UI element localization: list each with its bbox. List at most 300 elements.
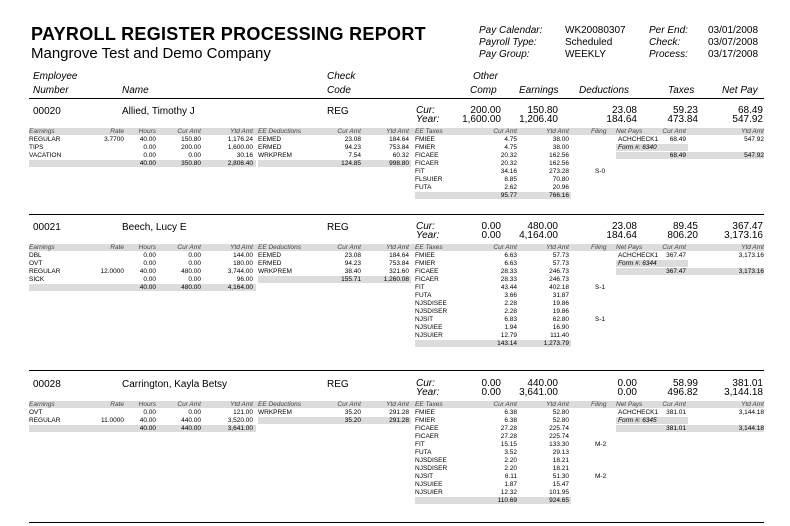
tax-name: FICAER: [415, 160, 439, 167]
check-code: REG: [327, 379, 349, 390]
year-label: Year:: [416, 230, 440, 241]
tax-cur: 8.85: [504, 176, 517, 183]
tax-ytd: 38.00: [552, 136, 569, 143]
year-earnings: 3,641.00: [519, 387, 558, 398]
sub-header-ee_deductions: EE Deductions: [258, 401, 301, 408]
sub-header-filing: Filing: [591, 401, 607, 408]
pay-group-value: WEEKLY: [565, 49, 606, 60]
company-name: Mangrove Test and Demo Company: [31, 45, 271, 62]
col-check: Check: [327, 71, 356, 82]
netpay-total-cur: 381.01: [666, 425, 686, 432]
netpay-name: ACHCHECK1: [618, 409, 659, 416]
employee-name: Carrington, Kayla Betsy: [122, 379, 228, 390]
tax-ytd: 38.00: [552, 144, 569, 151]
tax-ytd: 402.18: [549, 284, 569, 291]
tax-cur: 2.20: [504, 457, 517, 464]
col-earnings: Earnings: [519, 85, 559, 96]
year-deductions: 184.64: [606, 114, 637, 125]
tax-name: FICAER: [415, 276, 439, 283]
sub-header-cur_amt: Cur Amt: [337, 128, 361, 135]
earning-ytd: 144.00: [233, 252, 253, 259]
tax-ytd: 70.80: [552, 176, 569, 183]
earning-hours: 0.00: [143, 260, 156, 267]
earning-hours: 40.00: [139, 417, 156, 424]
sub-header-rate: Rate: [110, 244, 124, 251]
sub-header-earnings: Earnings: [29, 244, 55, 251]
employee-separator: [29, 214, 764, 215]
tax-ytd: 133.30: [549, 441, 569, 448]
tax-cur: 12.79: [500, 332, 517, 339]
tax-name: FIT: [415, 284, 425, 291]
deduction-cur: 23.08: [344, 252, 361, 259]
tax-name: FUTA: [415, 449, 432, 456]
tax-name: NJSUIER: [415, 332, 443, 339]
earning-name: DBL: [29, 252, 42, 259]
deduction-name: ERMED: [258, 144, 282, 151]
tax-cur: 3.66: [504, 292, 517, 299]
netpay-cur: 68.49: [669, 136, 686, 143]
tax-ytd: 225.74: [549, 425, 569, 432]
year-earnings: 4,164.00: [519, 230, 558, 241]
netpay-ytd: 3,144.18: [738, 409, 764, 416]
employee-name: Beech, Lucy E: [122, 222, 187, 233]
tax-cur: 6.38: [504, 409, 517, 416]
earning-cur: 200.00: [181, 144, 201, 151]
earning-ytd: 1,600.00: [227, 144, 253, 151]
tax-ytd: 18.21: [552, 465, 569, 472]
tax-ytd: 16.90: [552, 324, 569, 331]
tax-name: FICAER: [415, 433, 439, 440]
col-net-pay: Net Pay: [722, 85, 758, 96]
deduction-ytd: 753.84: [389, 260, 409, 267]
year-other: 0.00: [481, 387, 501, 398]
deduction-name: EEMED: [258, 252, 282, 259]
earning-ytd: 1,176.24: [227, 136, 253, 143]
earning-ytd: 3,744.00: [227, 268, 253, 275]
tax-cur: 2.62: [504, 184, 517, 191]
header-rule: [29, 98, 764, 99]
deduction-cur: 23.08: [344, 136, 361, 143]
tax-name: NJSDISEE: [415, 300, 447, 307]
employee-block: [29, 373, 764, 521]
earnings-total-hours: 40.00: [139, 425, 156, 432]
deduction-ytd: 753.84: [389, 144, 409, 151]
earning-name: OVT: [29, 409, 43, 416]
year-taxes: 473.84: [667, 114, 698, 125]
col-other: Other: [473, 71, 499, 82]
deductions-total-bar: [258, 417, 411, 424]
sub-header-cur_amt: Cur Amt: [177, 401, 201, 408]
process-label: Process:: [649, 49, 688, 60]
sub-header-cur_amt: Cur Amt: [177, 128, 201, 135]
tax-name: FIT: [415, 441, 425, 448]
tax-name: FUTA: [415, 184, 432, 191]
netpay-total-cur: 367.47: [666, 268, 686, 275]
check-value: 03/07/2008: [708, 37, 759, 48]
tax-cur: 6.63: [504, 252, 517, 259]
year-taxes: 496.82: [667, 387, 698, 398]
tax-ytd: 19.86: [552, 300, 569, 307]
col-number: Number: [33, 85, 69, 96]
cur-taxes: 89.45: [672, 221, 698, 232]
tax-name: FMIEE: [415, 409, 435, 416]
tax-ytd: 225.74: [549, 433, 569, 440]
earning-name: REGULAR: [29, 417, 61, 424]
cur-label: Cur:: [416, 221, 435, 232]
deduction-ytd: 60.32: [392, 152, 409, 159]
earning-name: REGULAR: [29, 268, 61, 275]
year-deductions: 184.64: [606, 230, 637, 241]
pay-group-label: Pay Group:: [479, 49, 530, 60]
tax-filing: S-0: [595, 168, 606, 175]
earning-rate: 11.0000: [100, 417, 124, 424]
netpay-total-ytd: 3,144.18: [738, 425, 764, 432]
cur-earnings: 150.80: [527, 105, 558, 116]
sub-header-cur_amt: Cur Amt: [662, 244, 686, 251]
pay-calendar-label: Pay Calendar:: [479, 25, 543, 36]
tax-ytd: 246.73: [549, 268, 569, 275]
sub-header-ytd_amt: Ytd Amt: [546, 244, 569, 251]
tax-ytd: 162.56: [549, 152, 569, 159]
tax-ytd: 18.21: [552, 457, 569, 464]
earning-ytd: 180.00: [233, 260, 253, 267]
deduction-cur: 35.20: [344, 409, 361, 416]
form-number: Form #: 6345: [618, 417, 657, 424]
tax-name: FMIER: [415, 417, 436, 424]
sub-header-ytd_amt: Ytd Amt: [741, 128, 764, 135]
tax-cur: 6.63: [504, 260, 517, 267]
deduction-name: WRKPREM: [258, 152, 292, 159]
tax-name: FLSUIER: [415, 176, 443, 183]
year-deductions: 0.00: [617, 387, 637, 398]
deductions-total-bar: [258, 160, 411, 167]
cur-deductions: 23.08: [611, 221, 637, 232]
check-code: REG: [327, 106, 349, 117]
tax-ytd: 52.80: [552, 409, 569, 416]
pay-type-label: Payroll Type:: [479, 37, 537, 48]
tax-cur: 12.32: [500, 489, 517, 496]
deduction-ytd: 184.64: [389, 136, 409, 143]
earning-cur: 0.00: [188, 260, 201, 267]
sub-header-filing: Filing: [591, 244, 607, 251]
earning-ytd: 96.00: [236, 276, 253, 283]
tax-name: NJSDISEE: [415, 457, 447, 464]
taxes-total-bar: [415, 192, 571, 199]
tax-name: NJSUIEE: [415, 481, 443, 488]
pay-type-value: Scheduled: [565, 37, 613, 48]
year-other: 1,600.00: [462, 114, 501, 125]
sub-header-hours: Hours: [138, 128, 156, 135]
tax-ytd: 20.96: [552, 184, 569, 191]
deductions-total-ytd: 291.28: [389, 417, 409, 424]
tax-ytd: 62.80: [552, 316, 569, 323]
tax-ytd: 162.56: [549, 160, 569, 167]
employee-separator: [29, 370, 764, 371]
netpay-cur: 367.47: [666, 252, 686, 259]
sub-header-ee_deductions: EE Deductions: [258, 128, 301, 135]
tax-ytd: 15.47: [552, 481, 569, 488]
earning-hours: 0.00: [143, 252, 156, 259]
deductions-total-cur: 124.85: [341, 160, 361, 167]
col-name: Name: [122, 85, 149, 96]
sub-header-ytd_amt: Ytd Amt: [546, 401, 569, 408]
cur-label: Cur:: [416, 378, 435, 389]
earning-cur: 440.00: [181, 417, 201, 424]
cur-other: 200.00: [470, 105, 501, 116]
deductions-total-cur: 155.71: [341, 276, 361, 283]
tax-ytd: 51.30: [552, 473, 569, 480]
netpay-name: ACHCHECK1: [618, 252, 659, 259]
employee-number: 00028: [33, 379, 61, 390]
cur-taxes: 58.99: [672, 378, 698, 389]
form-number: Form #: 6340: [618, 144, 657, 151]
earnings-total-ytd: 2,806.40: [227, 160, 253, 167]
tax-cur: 34.16: [500, 168, 517, 175]
sub-header-net_pays: Net Pays: [616, 401, 643, 408]
earning-hours: 0.00: [143, 276, 156, 283]
tax-cur: 20.32: [500, 160, 517, 167]
tax-filing: M-2: [595, 473, 607, 480]
netpay-ytd: 547.92: [744, 136, 764, 143]
year-earnings: 1,206.40: [519, 114, 558, 125]
taxes-total-ytd: 1,273.79: [543, 340, 569, 347]
tax-cur: 3.52: [504, 449, 517, 456]
earning-cur: 0.00: [188, 252, 201, 259]
earning-ytd: 3,520.00: [227, 417, 253, 424]
sub-header-ytd_amt: Ytd Amt: [230, 128, 253, 135]
sub-header-cur_amt: Cur Amt: [337, 244, 361, 251]
deduction-cur: 38.40: [344, 268, 361, 275]
tax-cur: 28.33: [500, 268, 517, 275]
tax-cur: 43.44: [500, 284, 517, 291]
tax-name: FICAEE: [415, 425, 439, 432]
check-code: REG: [327, 222, 349, 233]
cur-net: 68.49: [737, 105, 763, 116]
year-net: 3,144.18: [724, 387, 763, 398]
earning-cur: 0.00: [188, 276, 201, 283]
netpay-total-ytd: 547.92: [744, 152, 764, 159]
sub-header-ytd_amt: Ytd Amt: [230, 401, 253, 408]
tax-ytd: 57.73: [552, 260, 569, 267]
tax-cur: 2.20: [504, 465, 517, 472]
earning-name: SICK: [29, 276, 45, 283]
sub-header-cur_amt: Cur Amt: [662, 401, 686, 408]
tax-name: FUTA: [415, 292, 432, 299]
tax-cur: 2.28: [504, 300, 517, 307]
cur-net: 381.01: [732, 378, 763, 389]
sub-header-ytd_amt: Ytd Amt: [386, 401, 409, 408]
sub-header-cur_amt: Cur Amt: [177, 244, 201, 251]
per-end-value: 03/01/2008: [708, 25, 759, 36]
deductions-total-ytd: 998.80: [389, 160, 409, 167]
per-end-label: Per End:: [649, 25, 688, 36]
tax-cur: 6.83: [504, 316, 517, 323]
detail-header: [29, 244, 764, 251]
netpay-cur: 381.01: [666, 409, 686, 416]
earning-cur: 480.00: [181, 268, 201, 275]
sub-header-ytd_amt: Ytd Amt: [386, 128, 409, 135]
employee-number: 00020: [33, 106, 61, 117]
tax-cur: 2.28: [504, 308, 517, 315]
sub-header-ytd_amt: Ytd Amt: [741, 244, 764, 251]
earning-cur: 0.00: [188, 152, 201, 159]
tax-filing: S-1: [595, 316, 606, 323]
netpay-total-bar: [616, 152, 764, 159]
tax-cur: 20.32: [500, 152, 517, 159]
tax-ytd: 111.40: [550, 332, 569, 339]
tax-cur: 6.11: [504, 473, 517, 480]
tax-name: NJSDISER: [415, 465, 448, 472]
earning-hours: 0.00: [143, 409, 156, 416]
sub-header-ytd_amt: Ytd Amt: [230, 244, 253, 251]
tax-filing: M-2: [595, 441, 607, 448]
tax-filing: S-1: [595, 284, 606, 291]
taxes-total-cur: 110.69: [497, 497, 517, 504]
deduction-cur: 7.54: [348, 152, 361, 159]
sub-header-cur_amt: Cur Amt: [662, 128, 686, 135]
employee-number: 00021: [33, 222, 61, 233]
year-net: 547.92: [732, 114, 763, 125]
deduction-cur: 94.23: [344, 144, 361, 151]
deduction-ytd: 321.60: [389, 268, 409, 275]
cur-label: Cur:: [416, 105, 435, 116]
sub-header-ee_deductions: EE Deductions: [258, 244, 301, 251]
earnings-total-cur: 480.00: [181, 284, 201, 291]
earning-hours: 0.00: [143, 152, 156, 159]
earning-cur: 0.00: [188, 409, 201, 416]
netpay-total-ytd: 3,173.16: [738, 268, 764, 275]
year-label: Year:: [416, 387, 440, 398]
earning-name: TIPS: [29, 144, 44, 151]
netpay-total-cur: 68.49: [669, 152, 686, 159]
earning-name: REGULAR: [29, 136, 61, 143]
taxes-total-ytd: 924.65: [549, 497, 569, 504]
earnings-total-ytd: 3,641.00: [227, 425, 253, 432]
earnings-total-hours: 40.00: [139, 284, 156, 291]
deduction-ytd: 291.28: [389, 409, 409, 416]
deduction-ytd: 184.64: [389, 252, 409, 259]
earning-cur: 150.80: [181, 136, 201, 143]
tax-name: FICAEE: [415, 152, 439, 159]
tax-name: NJSUIEE: [415, 324, 443, 331]
sub-header-rate: Rate: [110, 128, 124, 135]
sub-header-ee_taxes: EE Taxes: [415, 401, 443, 408]
sub-header-hours: Hours: [138, 244, 156, 251]
taxes-total-bar: [415, 497, 571, 504]
tax-name: NJSDISER: [415, 308, 448, 315]
deduction-name: WRKPREM: [258, 268, 292, 275]
employee-name: Allied, Timothy J: [122, 106, 195, 117]
sub-header-ee_taxes: EE Taxes: [415, 128, 443, 135]
tax-name: NJSIT: [415, 473, 434, 480]
tax-name: FMIEE: [415, 136, 435, 143]
year-taxes: 806.20: [667, 230, 698, 241]
earning-hours: 40.00: [139, 268, 156, 275]
tax-cur: 4.75: [504, 136, 517, 143]
tax-name: NJSIT: [415, 316, 434, 323]
tax-cur: 1.87: [504, 481, 517, 488]
sub-header-cur_amt: Cur Amt: [493, 128, 517, 135]
tax-ytd: 52.80: [552, 417, 569, 424]
earning-rate: 3.7700: [104, 136, 124, 143]
taxes-total-cur: 95.77: [500, 192, 517, 199]
tax-cur: 27.28: [500, 425, 517, 432]
employee-block: [29, 216, 764, 364]
sub-header-ee_taxes: EE Taxes: [415, 244, 443, 251]
tax-ytd: 57.73: [552, 252, 569, 259]
tax-name: FMIEE: [415, 252, 435, 259]
cur-deductions: 23.08: [611, 105, 637, 116]
earnings-total-ytd: 4,164.00: [227, 284, 253, 291]
earning-ytd: 30.16: [236, 152, 253, 159]
col-taxes: Taxes: [668, 85, 695, 96]
deduction-name: EEMED: [258, 136, 282, 143]
employee-separator: [29, 522, 764, 523]
sub-header-ytd_amt: Ytd Amt: [546, 128, 569, 135]
detail-header: [29, 128, 764, 135]
pay-calendar-value: WK20080307: [565, 25, 626, 36]
netpay-name: ACHCHECK1: [618, 136, 659, 143]
cur-earnings: 440.00: [527, 378, 558, 389]
tax-ytd: 101.95: [549, 489, 569, 496]
earnings-total-cur: 350.80: [181, 160, 201, 167]
earning-hours: 0.00: [143, 144, 156, 151]
cur-taxes: 59.23: [672, 105, 698, 116]
sub-header-filing: Filing: [591, 128, 607, 135]
sub-header-earnings: Earnings: [29, 401, 55, 408]
taxes-total-cur: 143.14: [497, 340, 517, 347]
sub-header-hours: Hours: [138, 401, 156, 408]
sub-header-cur_amt: Cur Amt: [493, 401, 517, 408]
earning-rate: 12.0000: [100, 268, 124, 275]
sub-header-earnings: Earnings: [29, 128, 55, 135]
tax-cur: 6.38: [504, 417, 517, 424]
tax-cur: 28.33: [500, 276, 517, 283]
deduction-name: WRKPREM: [258, 409, 292, 416]
taxes-total-ytd: 766.16: [549, 192, 569, 199]
process-value: 03/17/2008: [708, 49, 759, 60]
tax-name: FICAEE: [415, 268, 439, 275]
sub-header-cur_amt: Cur Amt: [337, 401, 361, 408]
sub-header-ytd_amt: Ytd Amt: [741, 401, 764, 408]
earnings-total-hours: 40.00: [139, 160, 156, 167]
tax-cur: 1.94: [504, 324, 517, 331]
col-deductions: Deductions: [579, 85, 630, 96]
sub-header-cur_amt: Cur Amt: [493, 244, 517, 251]
check-label: Check:: [649, 37, 681, 48]
earning-name: OVT: [29, 260, 43, 267]
cur-earnings: 480.00: [527, 221, 558, 232]
sub-header-net_pays: Net Pays: [616, 244, 643, 251]
deduction-cur: 94.23: [344, 260, 361, 267]
tax-cur: 4.75: [504, 144, 517, 151]
sub-header-net_pays: Net Pays: [616, 128, 643, 135]
tax-name: FIT: [415, 168, 425, 175]
report-title: PAYROLL REGISTER PROCESSING REPORT: [31, 24, 426, 44]
col-code: Code: [327, 85, 351, 96]
sub-header-rate: Rate: [110, 401, 124, 408]
tax-cur: 15.15: [500, 441, 517, 448]
tax-ytd: 273.28: [549, 168, 569, 175]
tax-cur: 27.28: [500, 433, 517, 440]
tax-ytd: 19.86: [552, 308, 569, 315]
year-other: 0.00: [481, 230, 501, 241]
deductions-total-ytd: 1,260.08: [383, 276, 409, 283]
cur-net: 367.47: [732, 221, 763, 232]
col-comp: Comp: [470, 85, 497, 96]
year-label: Year:: [416, 114, 440, 125]
earning-ytd: 121.00: [233, 409, 253, 416]
